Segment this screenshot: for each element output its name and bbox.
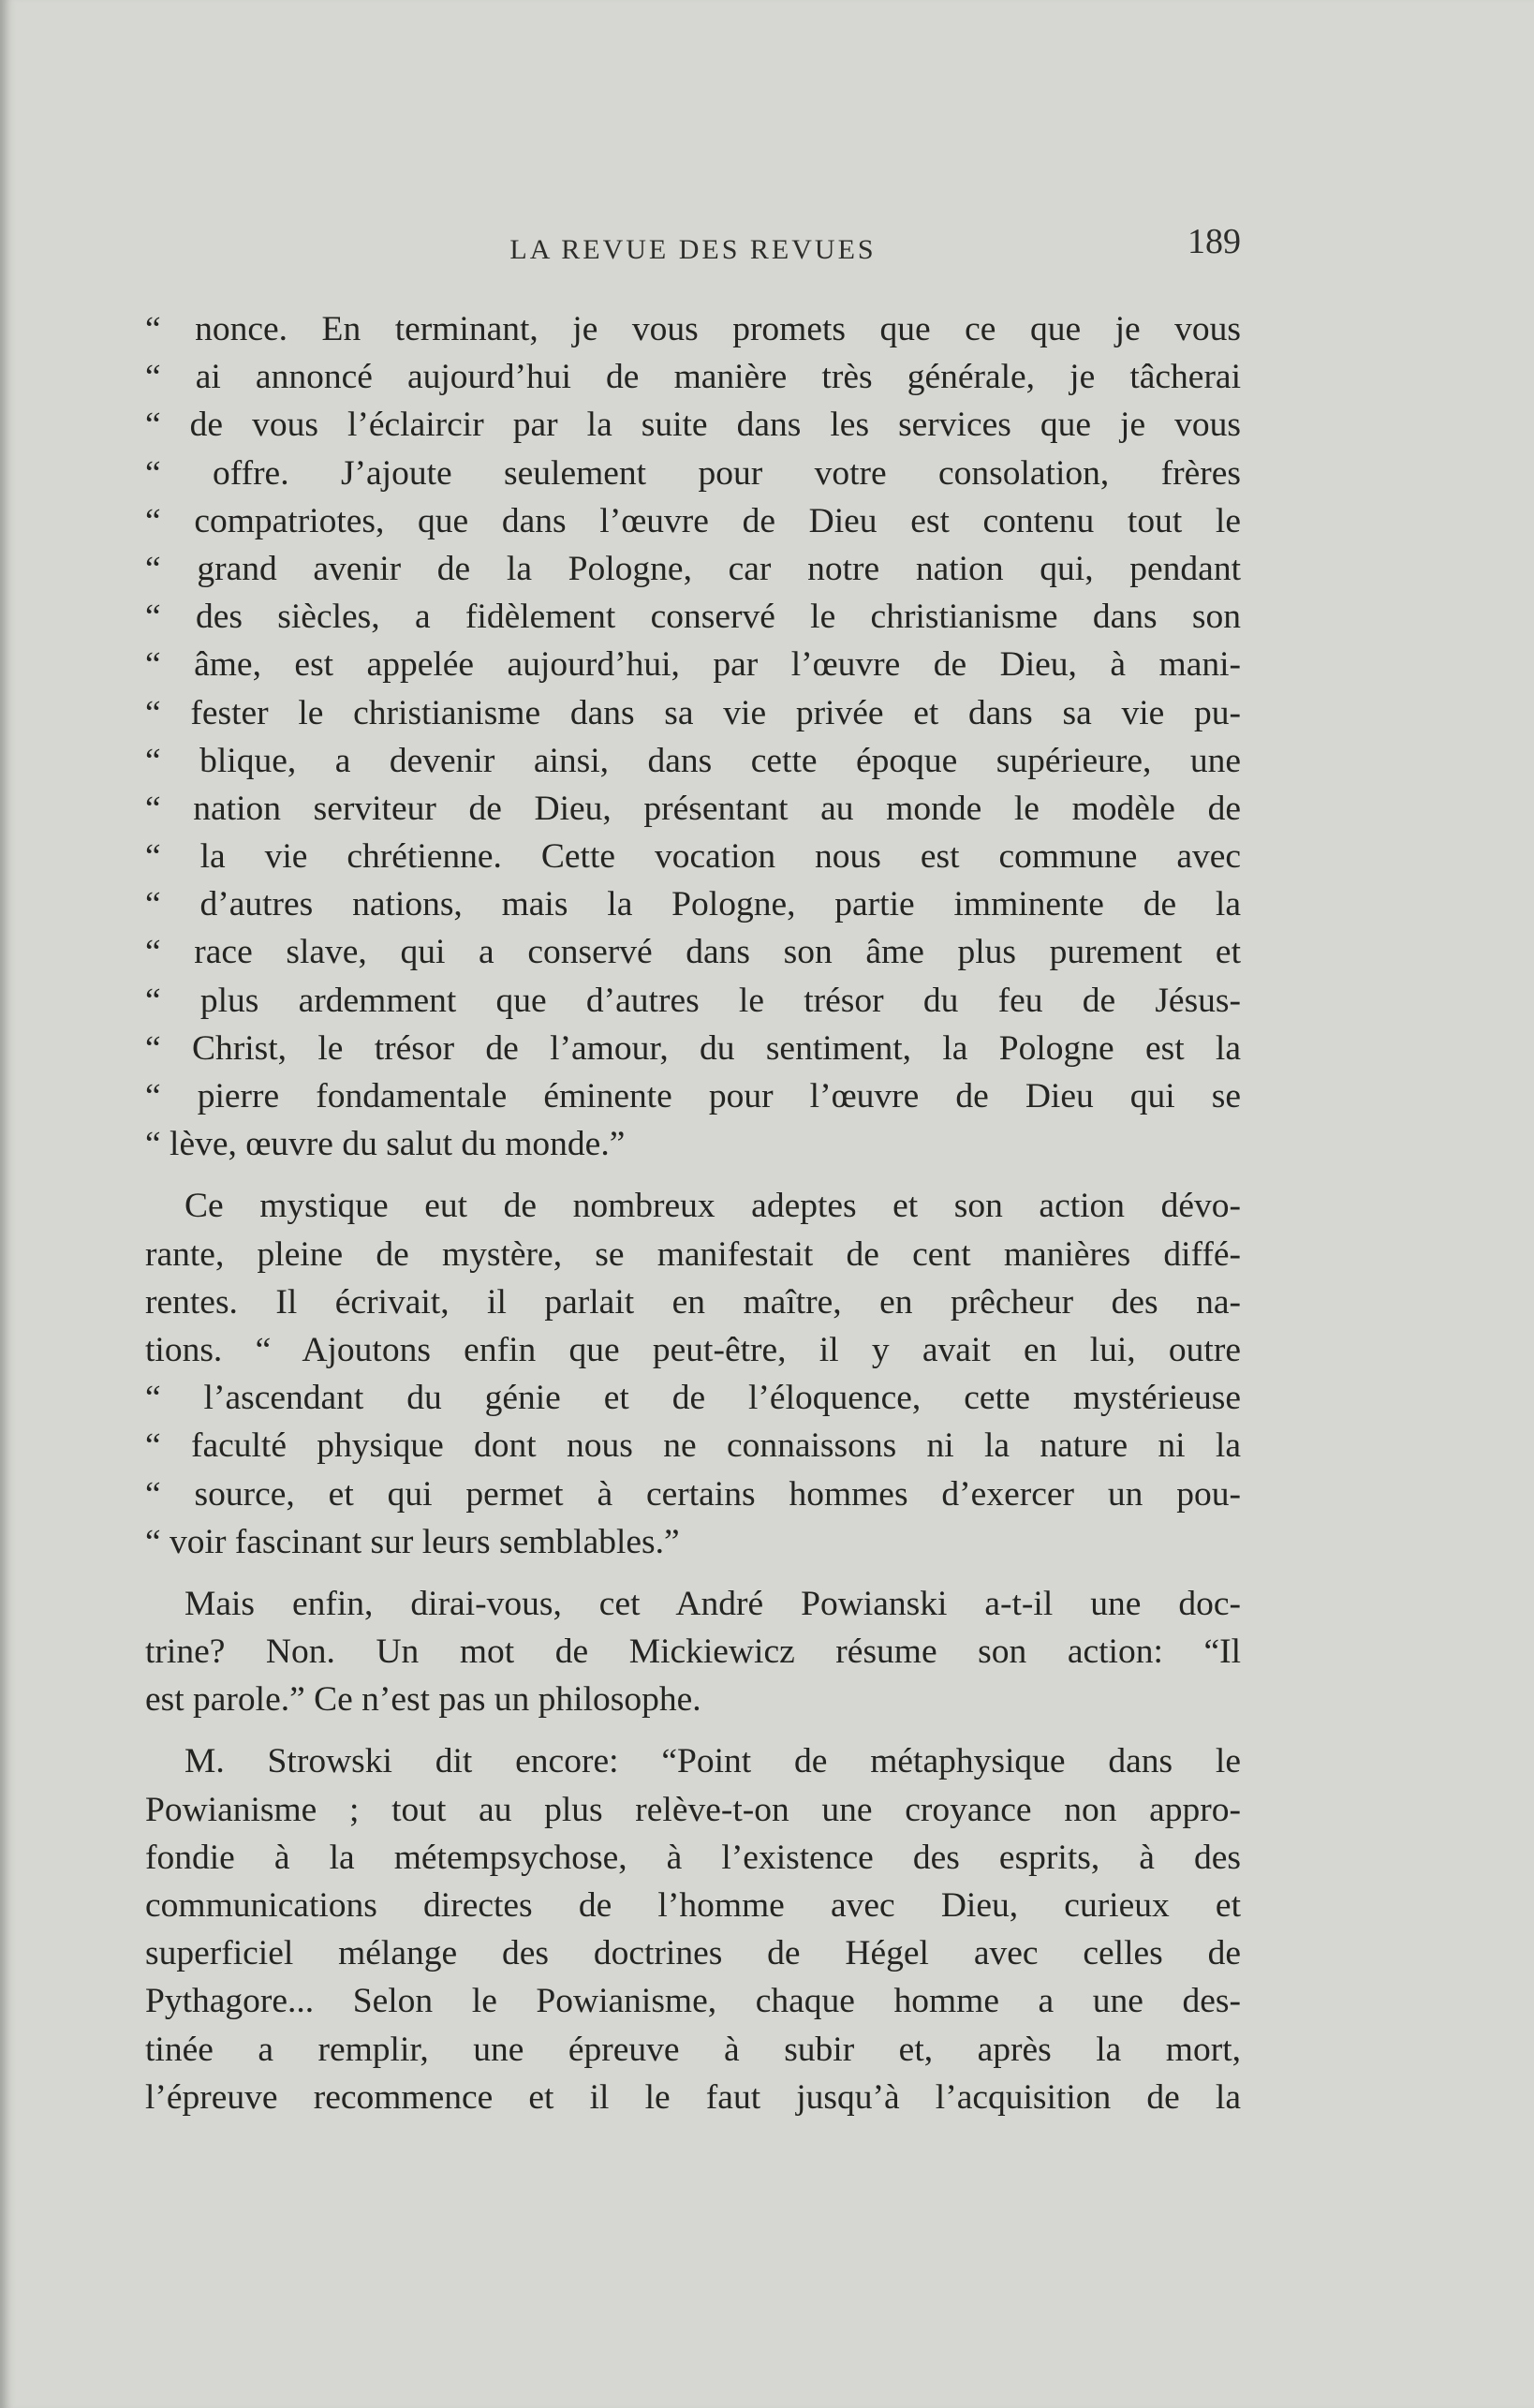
text-line: “ des siècles, a fidèlement conservé le christianisme dans son [145, 598, 1241, 637]
text-line: “ fester le christianisme dans sa vie privée et dans sa vie pu- [145, 693, 1241, 732]
text-line: “ compatriotes, que dans l’œuvre de Dieu est contenu tout le [145, 501, 1241, 540]
running-head: LA REVUE DES REVUES [509, 234, 877, 265]
text-line: Pythagore... Selon le Powianisme, chaque homme a une des- [145, 1982, 1241, 2021]
text-line: “ plus ardemment que d’autres le trésor du feu de Jésus- [145, 981, 1241, 1020]
text-line: “ race slave, qui a conservé dans son âme plus purement et [145, 933, 1241, 972]
text-line: “ nonce. En terminant, je vous promets que ce que je vous [145, 310, 1241, 348]
text-line: superficiel mélange des doctrines de Hégel avec celles de [145, 1934, 1241, 1973]
paragraph-strowski [145, 1737, 1241, 2121]
page-header [145, 221, 1241, 273]
text-line: “ pierre fondamentale éminente pour l’œuvre de Dieu qui se [145, 1077, 1241, 1115]
text-line: “ de vous l’éclaircir par la suite dans les services que je vous [145, 406, 1241, 445]
text-line: “ nation serviteur de Dieu, présentant au monde le modèle de [145, 789, 1241, 828]
text-line: tinée a remplir, une épreuve à subir et, après la mort, [145, 2030, 1241, 2069]
text-line: Powianisme ; tout au plus relève-t-on une croyance non appro- [145, 1790, 1241, 1829]
text-line: M. Strowski dit encore: “Point de métaphysique dans le [184, 1742, 1241, 1781]
text-line: rentes. Il écrivait, il parlait en maître, en prêcheur des na- [145, 1282, 1241, 1322]
text-line: rante, pleine de mystère, se manifestait de cent manières diffé- [145, 1234, 1241, 1274]
paragraph-doctrine [145, 1580, 1241, 1724]
text-line: “ d’autres nations, mais la Pologne, partie imminente de la [145, 885, 1241, 924]
text-line: Mais enfin, dirai-vous, cet André Powianski a-t-il une doc- [184, 1584, 1241, 1623]
paragraph-mystique [145, 1182, 1241, 1566]
text-line: tions. “ Ajoutons enfin que peut-être, il y avait en lui, outre [145, 1330, 1241, 1369]
text-line: “ Christ, le trésor de l’amour, du sentiment, la Pologne est la [145, 1028, 1241, 1068]
text-line: fondie à la métempsychose, à l’existence des esprits, à des [145, 1838, 1241, 1877]
text-line: Ce mystique eut de nombreux adeptes et son action dévo- [184, 1187, 1241, 1226]
text-line: “ offre. J’ajoute seulement pour votre consolation, frères [145, 453, 1241, 493]
text-line: communications directes de l’homme avec Dieu, curieux et [145, 1886, 1241, 1925]
text-line: “ faculté physique dont nous ne connaissons ni la nature ni la [145, 1426, 1241, 1466]
body-text [145, 305, 1241, 2135]
text-line: trine? Non. Un mot de Mickiewicz résume son action: “Il [145, 1632, 1241, 1672]
page-number: 189 [1187, 222, 1241, 261]
text-line: “ la vie chrétienne. Cette vocation nous est commune avec [145, 837, 1241, 877]
text-line: “ l’ascendant du génie et de l’éloquence, cette mystérieuse [145, 1379, 1241, 1418]
text-line: “ source, et qui permet à certains hommes d’exercer un pou- [145, 1474, 1241, 1514]
text-line: “ voir fascinant sur leurs semblables.” [145, 1522, 680, 1561]
text-line: l’épreuve recommence et il le faut jusqu’à l’acquisition de la [145, 2077, 1241, 2117]
text-line: “ âme, est appelée aujourd’hui, par l’œuvre de Dieu, à mani- [145, 645, 1241, 685]
text-line: est parole.” Ce n’est pas un philosophe. [145, 1680, 701, 1720]
text-line: “ blique, a devenir ainsi, dans cette époque supérieure, une [145, 741, 1241, 780]
text-line: “ lève, œuvre du salut du monde.” [145, 1125, 626, 1164]
text-line: “ ai annoncé aujourd’hui de manière très générale, je tâcherai [145, 358, 1241, 397]
text-line: “ grand avenir de la Pologne, car notre nation qui, pendant [145, 549, 1241, 588]
paragraph-quotation [145, 305, 1241, 1168]
